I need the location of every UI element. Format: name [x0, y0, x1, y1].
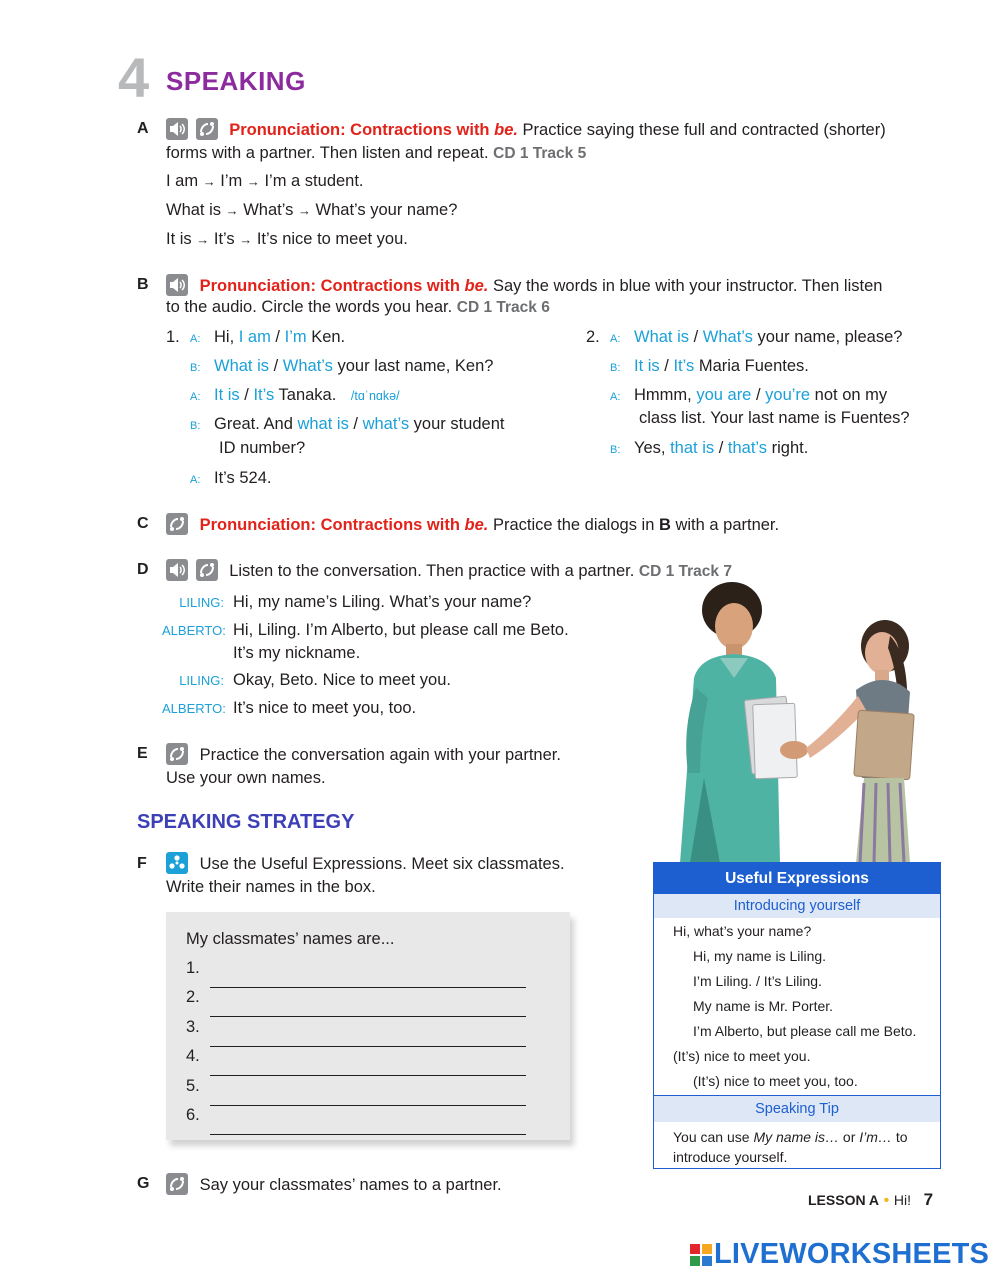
example: I’m a student. [264, 172, 364, 190]
page-footer [808, 1190, 933, 1210]
speaker-label: A: [190, 391, 201, 403]
dialog-text: Tanaka. [274, 386, 337, 404]
dialog-line-continuation: class list. Your last name is Fuentes? [639, 409, 910, 427]
tip-text: introduce yourself. [673, 1149, 788, 1165]
separator: / [239, 386, 254, 404]
track-label: CD 1 Track 7 [638, 563, 732, 580]
dialog-text: Hmmm, [634, 386, 697, 404]
dialog-line [610, 357, 809, 376]
phonetic-transcription: /tɑˈnɑkə/ [350, 389, 400, 403]
arrow-icon: → [202, 174, 216, 189]
name-row [186, 988, 526, 1007]
section-title: SPEAKING [166, 66, 306, 96]
speaker-label: A: [610, 391, 621, 403]
speaker-name: ALBERTO: [162, 701, 226, 716]
speaker-label: B: [610, 444, 621, 456]
arrow-icon: → [239, 232, 253, 247]
speaker-label: B: [190, 362, 201, 374]
footer-dot: • [883, 1192, 890, 1209]
exercise-letter-f: F [137, 855, 147, 872]
arrow-icon: → [225, 203, 239, 218]
dialog-line-continuation: ID number? [219, 439, 306, 457]
dialog-text: Yes, [634, 439, 671, 457]
dialog-text: Hi, [214, 328, 239, 346]
name-entry-line[interactable] [210, 1059, 526, 1076]
exercise-f-instruction-2: Write their names in the box. [166, 878, 376, 896]
option-full[interactable]: what is [297, 415, 349, 433]
exercise-c-text-end: with a partner. [670, 516, 780, 534]
row-number: 5. [186, 1077, 200, 1095]
row-number: 4. [186, 1047, 200, 1065]
track-label: CD 1 Track 5 [493, 145, 587, 162]
dialog-text: not on my [810, 386, 888, 404]
exercise-b-heading [166, 274, 946, 298]
name-row [186, 1047, 526, 1066]
dialog-text: Great. And [214, 415, 298, 433]
dialog-number: 2. [586, 328, 600, 346]
exercise-letter-e: E [137, 745, 148, 762]
option-full[interactable]: What is [634, 328, 690, 346]
example: It’s nice to meet you. [256, 230, 408, 248]
pair-work-icon [196, 118, 218, 140]
option-contracted[interactable]: It’s [673, 357, 695, 375]
exercise-e-instruction-2: Use your own names. [166, 769, 326, 787]
exercise-f-instruction: Use the Useful Expressions. Meet six classmates. [199, 855, 565, 873]
exercise-letter-d: D [137, 561, 149, 578]
conversation-line-continuation: It’s my nickname. [233, 644, 361, 662]
speaking-strategy-title: SPEAKING STRATEGY [137, 811, 355, 833]
expression-row: (It’s) nice to meet you, too. [693, 1073, 858, 1089]
separator: / [269, 357, 283, 375]
option-full[interactable]: What is [214, 357, 270, 375]
exercise-a-instruction-2: forms with a partner. Then listen and repeat. [166, 144, 489, 162]
exercise-a-heading-label: Pronunciation: Contractions with [229, 121, 495, 139]
exercise-a-line [166, 172, 364, 191]
audio-speaker-icon[interactable] [166, 118, 188, 140]
speaker-label: A: [610, 333, 621, 345]
students-handshake-photo [660, 578, 940, 863]
speaking-tip-text [673, 1127, 908, 1167]
exercise-b-instruction-2 [166, 298, 550, 317]
classmates-box-title: My classmates’ names are... [186, 930, 395, 948]
expression-row: I’m Alberto, but please call me Beto. [693, 1023, 917, 1039]
expression-row: I’m Liling. / It’s Liling. [693, 973, 822, 989]
speaking-tip-heading: Speaking Tip [654, 1095, 940, 1122]
liveworksheets-wordmark: LIVEWORKSHEETS [714, 1238, 990, 1270]
exercise-a-line [166, 230, 408, 249]
pair-work-icon [166, 1173, 188, 1195]
option-contracted[interactable]: that’s [727, 439, 768, 457]
exercise-f-text [166, 852, 565, 899]
exercise-g-instruction: Say your classmates’ names to a partner. [199, 1176, 502, 1194]
option-contracted[interactable]: what’s [362, 415, 410, 433]
track-label: CD 1 Track 6 [456, 299, 550, 316]
dialog-text: Ken. [306, 328, 346, 346]
name-entry-line[interactable] [210, 1118, 526, 1135]
option-contracted[interactable]: It’s [253, 386, 275, 404]
row-number: 2. [186, 988, 200, 1006]
group-work-icon [166, 852, 188, 874]
speaker-label: B: [610, 362, 621, 374]
option-full[interactable]: It is [214, 386, 240, 404]
audio-speaker-icon[interactable] [166, 274, 188, 296]
name-entry-line[interactable] [210, 1089, 526, 1106]
instruction-text: to the audio. Circle the words you hear. [166, 298, 453, 316]
exercise-b-instruction: Say the words in blue with your instructor. Then listen [488, 277, 883, 295]
full-form: It is [166, 230, 192, 248]
speaker-label: A: [190, 333, 201, 345]
row-number: 6. [186, 1106, 200, 1124]
dialog-number: 1. [166, 328, 180, 346]
dialog-line [190, 386, 400, 405]
exercise-c-text: Practice the dialogs in [488, 516, 659, 534]
option-contracted[interactable]: What’s [702, 328, 753, 346]
name-entry-line[interactable] [210, 1000, 526, 1017]
tip-text: You can use [673, 1129, 754, 1145]
useful-expressions-box [653, 862, 941, 1169]
name-row [186, 1018, 526, 1037]
exercise-letter-b: B [137, 276, 149, 293]
option-full[interactable]: It is [634, 357, 660, 375]
dialog-text: right. [767, 439, 809, 457]
tip-example: My name is… [753, 1129, 840, 1145]
separator: / [689, 328, 703, 346]
page-number: 7 [923, 1190, 934, 1209]
option-full[interactable]: that is [670, 439, 715, 457]
dialog-text: your name, please? [752, 328, 903, 346]
exercise-b-heading-be: be. [464, 277, 489, 295]
pair-work-icon [166, 513, 188, 535]
speaker-name: LILING: [179, 595, 224, 610]
dialog-text: your student [409, 415, 505, 433]
pair-work-icon [196, 559, 218, 581]
tip-example: I’m… [859, 1129, 892, 1145]
example: What’s your name? [315, 201, 458, 219]
exercise-c-heading-label: Pronunciation: Contractions with [199, 516, 465, 534]
full-form: I am [166, 172, 199, 190]
separator: / [714, 439, 728, 457]
separator: / [659, 357, 674, 375]
short-form: I’m [220, 172, 243, 190]
exercise-e-text [166, 743, 561, 790]
liveworksheets-logo-icon [690, 1244, 712, 1266]
dialog-text: It’s 524. [214, 469, 272, 487]
dialog-text: Maria Fuentes. [694, 357, 809, 375]
arrow-icon: → [196, 232, 210, 247]
exercise-letter-c: C [137, 515, 149, 532]
exercise-letter-g: G [137, 1175, 150, 1192]
exercise-a-heading [166, 118, 926, 165]
exercise-ref-b: B [658, 516, 671, 534]
exercise-c-heading-be: be. [464, 516, 489, 534]
option-full[interactable]: I am [238, 328, 271, 346]
expression-row: Hi, what’s your name? [673, 923, 812, 939]
separator: / [270, 328, 285, 346]
useful-expressions-subheading: Introducing yourself [654, 894, 940, 918]
dialog-line [610, 386, 887, 405]
conversation-line: Hi, Liling. I’m Alberto, but please call me Beto. [233, 621, 569, 639]
conversation-line: Hi, my name’s Liling. What’s your name? [233, 593, 532, 611]
lesson-title: Hi! [893, 1192, 911, 1208]
arrow-icon: → [297, 203, 311, 218]
full-form: What is [166, 201, 222, 219]
option-contracted[interactable]: I’m [284, 328, 307, 346]
expression-row: Hi, my name is Liling. [693, 948, 827, 964]
name-row [186, 1106, 526, 1125]
option-contracted[interactable]: What’s [282, 357, 333, 375]
dialog-text: your last name, Ken? [332, 357, 494, 375]
exercise-a-heading-be: be. [494, 121, 518, 139]
expression-row: My name is Mr. Porter. [693, 998, 834, 1014]
short-form: What’s [243, 201, 294, 219]
speaker-name: LILING: [179, 673, 224, 688]
classmates-box [166, 912, 570, 1140]
exercise-d-text: Listen to the conversation. Then practice with a partner. [229, 562, 635, 580]
name-entry-line[interactable] [210, 1030, 526, 1047]
dialog-line [190, 415, 504, 434]
exercise-a-line [166, 201, 457, 220]
dialog-line [190, 357, 493, 376]
dialog-line [586, 328, 902, 347]
section-number: 4 [118, 46, 150, 109]
dialog-line [166, 328, 345, 347]
exercise-b-heading-label: Pronunciation: Contractions with [199, 277, 465, 295]
conversation-line: Okay, Beto. Nice to meet you. [233, 671, 451, 689]
conversation-line: It’s nice to meet you, too. [233, 699, 417, 717]
row-number: 3. [186, 1018, 200, 1036]
exercise-g-text [166, 1173, 502, 1195]
speaker-label: A: [190, 474, 201, 486]
name-row [186, 959, 526, 978]
exercise-c-heading [166, 513, 779, 535]
row-number: 1. [186, 959, 200, 977]
exercise-letter-a: A [137, 120, 149, 137]
option-full[interactable]: you are [696, 386, 752, 404]
name-entry-line[interactable] [210, 971, 526, 988]
exercise-a-instruction: Practice saying these full and contracted (shorter) [517, 121, 886, 139]
lesson-label: LESSON A [808, 1192, 880, 1208]
dialog-line [610, 439, 808, 458]
exercise-d-heading [166, 559, 732, 581]
separator: / [348, 415, 363, 433]
useful-expressions-title: Useful Expressions [654, 863, 940, 894]
name-row [186, 1077, 526, 1096]
pair-work-icon [166, 743, 188, 765]
separator: / [751, 386, 766, 404]
dialog-line [190, 469, 271, 488]
tip-text: or [839, 1129, 860, 1145]
short-form: It’s [213, 230, 235, 248]
arrow-icon: → [246, 174, 260, 189]
option-contracted[interactable]: you’re [765, 386, 811, 404]
tip-text: to [891, 1129, 908, 1145]
exercise-e-instruction: Practice the conversation again with your partner. [199, 746, 561, 764]
audio-speaker-icon[interactable] [166, 559, 188, 581]
speaker-name: ALBERTO: [162, 623, 226, 638]
expression-row: (It’s) nice to meet you. [673, 1048, 811, 1064]
speaker-label: B: [190, 420, 201, 432]
